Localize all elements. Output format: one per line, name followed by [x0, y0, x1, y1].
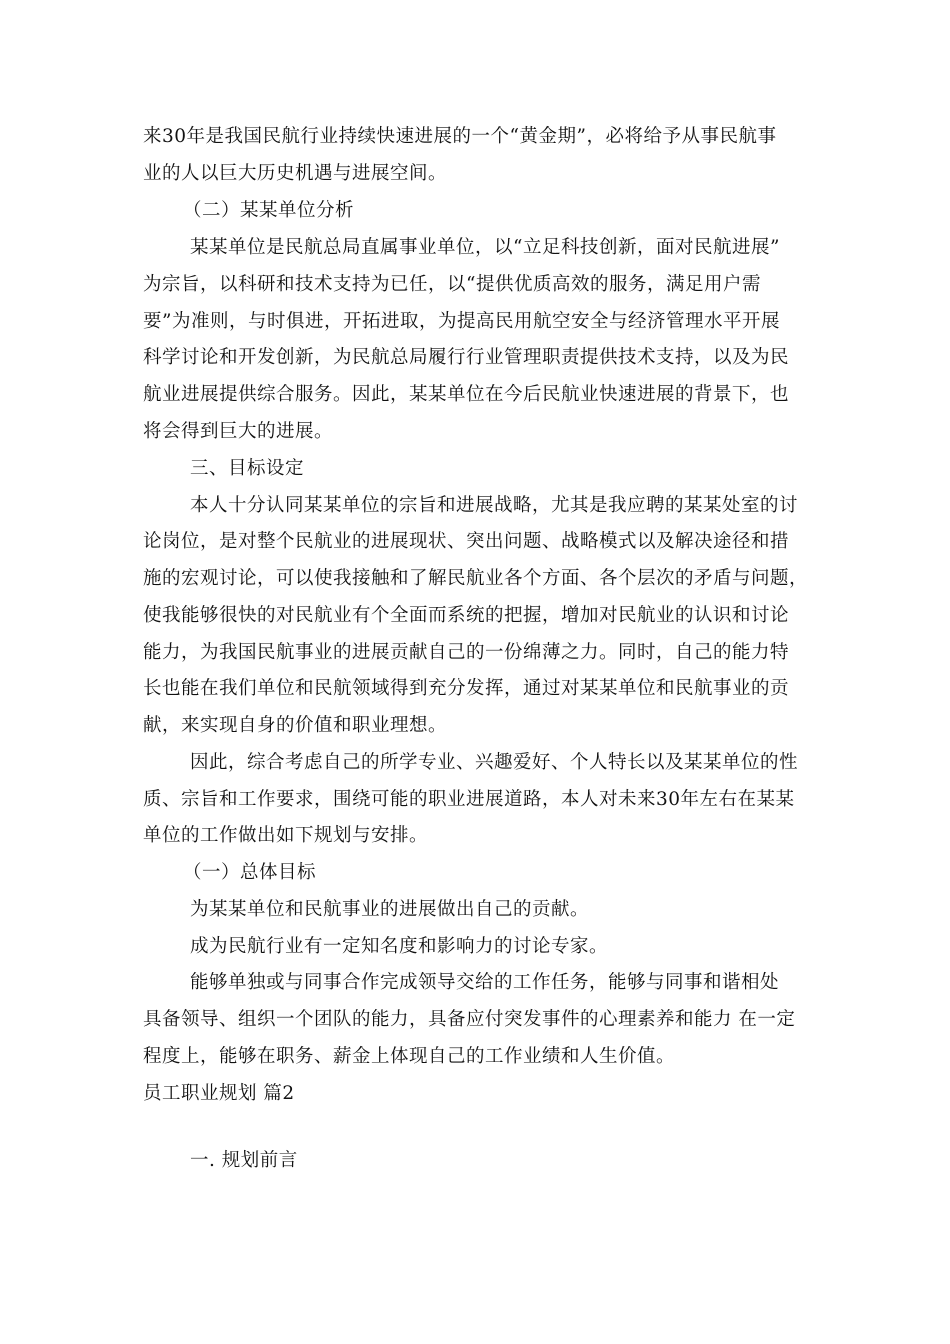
- body-text-line: 施的宏观讨论，可以使我接触和了解民航业各个方面、各个层次的矛盾与问题，: [143, 568, 809, 589]
- body-text-line: 航业进展提供综合服务。因此，某某单位在今后民航业快速进展的背景下，也: [143, 384, 790, 405]
- body-text-line: 某某单位是民航总局直属事业单位，以“立足科技创新，面对民航进展”: [190, 237, 780, 258]
- body-text-line: 程度上，能够在职务、薪金上体现自己的工作业绩和人生价值。: [143, 1046, 676, 1067]
- body-text-line: 论岗位，是对整个民航业的进展现状、突出问题、战略模式以及解决途径和措: [143, 531, 790, 552]
- body-text-line: 献，来实现自身的价值和职业理想。: [143, 715, 448, 736]
- body-text-line: 要”为准则，与时俱进，开拓进取，为提高民用航空安全与经济管理水平开展: [143, 311, 780, 332]
- body-text-line: 科学讨论和开发创新，为民航总局履行行业管理职责提供技术支持，以及为民: [143, 347, 790, 368]
- body-text-line: 使我能够很快的对民航业有个全面而系统的把握，增加对民航业的认识和讨论: [143, 605, 790, 626]
- body-text-line: 将会得到巨大的进展。: [143, 421, 334, 442]
- body-text-line: 能够单独或与同事合作完成领导交给的工作任务，能够与同事和谐相处: [190, 972, 780, 993]
- body-text-line: 质、宗旨和工作要求，围绕可能的职业进展道路，本人对未来30年左右在某某: [143, 789, 795, 810]
- body-text-line: 本人十分认同某某单位的宗旨和进展战略，尤其是我应聘的某某处室的讨: [190, 495, 799, 516]
- body-text-line: 为某某单位和民航事业的进展做出自己的贡献。: [190, 899, 590, 920]
- body-text-line: 具备领导、组织一个团队的能力，具备应付突发事件的心理素养和能力 在一定: [143, 1009, 796, 1030]
- body-text-line: 能力，为我国民航事业的进展贡献自己的一份绵薄之力。同时，自己的能力特: [143, 642, 790, 663]
- body-text-line: 长也能在我们单位和民航领域得到充分发挥，通过对某某单位和民航事业的贡: [143, 678, 790, 699]
- body-text-line: 业的人以巨大历史机遇与进展空间。: [143, 163, 448, 184]
- body-text-line: 因此，综合考虑自己的所学专业、兴趣爱好、个人特长以及某某单位的性: [190, 752, 799, 773]
- article-heading: 员工职业规划 篇2: [143, 1083, 295, 1104]
- section-heading: （一）总体目标: [183, 862, 317, 883]
- body-text-line: 为宗旨，以科研和技术支持为已任，以“提供优质高效的服务，满足用户需: [143, 274, 761, 295]
- body-text-line: 成为民航行业有一定知名度和影响力的讨论专家。: [190, 936, 609, 957]
- section-heading: （二）某某单位分析: [183, 200, 355, 221]
- body-text-line: 单位的工作做出如下规划与安排。: [143, 825, 429, 846]
- section-heading: 一. 规划前言: [190, 1150, 298, 1171]
- body-text-line: 来30年是我国民航行业持续快速进展的一个“黄金期”，必将给予从事民航事: [143, 126, 777, 147]
- section-heading: 三、目标设定: [190, 458, 305, 479]
